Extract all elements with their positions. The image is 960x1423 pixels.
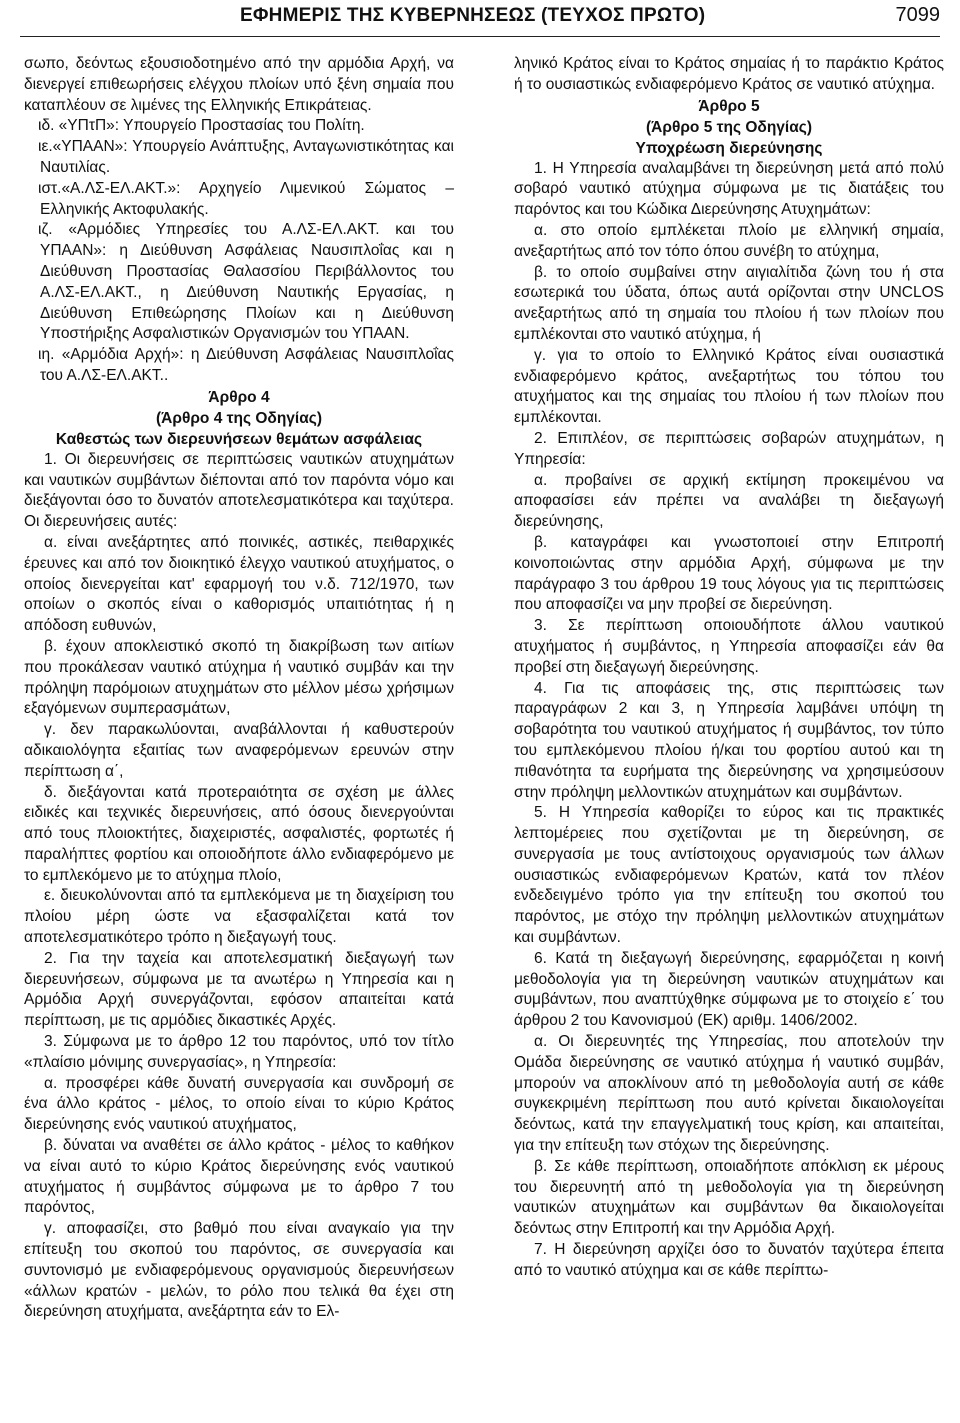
left-column <box>24 54 454 1323</box>
paragraph: α. προβαίνει σε αρχική εκτίμηση προκειμένου να αποφασίσει εάν πρέπει να αναλάβει τη διεξαγωγή διερεύνησης, <box>514 471 944 531</box>
paragraph: β. Σε κάθε περίπτωση, οποιαδήποτε απόκλιση εκ μέρους του διερευνητή από τη μεθοδολογία για τη διερεύνηση ναυτικών ατυχημάτων και συμβάντων θα δικαιολογείται δεόντως στην Επιτροπή και την Αρμόδια Αρχή. <box>514 1157 944 1238</box>
paragraph: δ. διεξάγονται κατά προτεραιότητα σε σχέση με άλλες ειδικές και τεχνικές διερευνήσεις, από όσους διενεργούνται από τους πλοιοκτήτες, διαχειριστές, ασφαλιστές, φορτωτές ή παραλήπτες φορτίου και οποιοδήποτε άλλο ενδιαφερόμενο με το εμπλεκόμενο με το ατύχημα πλοίο, <box>24 783 454 884</box>
paragraph: β. το οποίο συμβαίνει στην αιγιαλίτιδα ζώνη του ή στα εσωτερικά του ύδατα, όπως αυτά ορίζονται στην UNCLOS ανεξαρτήτως από τη σημαία του πλοίου ή των πλοίων που εμπλέκονται στο ναυτικό ατύχημα, ή <box>514 263 944 343</box>
paragraph: 1. Η Υπηρεσία αναλαμβάνει τη διερεύνηση μετά από πολύ σοβαρό ναυτικό ατύχημα σύμφωνα με τις διατάξεις του παρόντος και του Κώδικα Διερεύνησης Ατυχημάτων: <box>514 159 944 219</box>
article-4-reference: (Άρθρο 4 της Οδηγίας) <box>156 409 322 427</box>
paragraph: α. προσφέρει κάθε δυνατή συνεργασία και συνδρομή σε ένα άλλο κράτος - μέλος, το οποίο είναι το κύριο Κράτος διερεύνησης ενός ναυτικού ατυχήματος, <box>24 1074 454 1134</box>
article-5-number: Άρθρο 5 <box>698 97 760 115</box>
paragraph: 4. Για τις αποφάσεις της, στις περιπτώσεις των παραγράφων 2 και 3, η Υπηρεσία λαμβάνει υπόψη τη σοβαρότητα του ναυτικού ατυχήματος ή συμβάντος, τον τύπο του εμπλεκόμενου πλοίου ή/και του φορτίου αυτού και τη πιθανότητα τα ευρήματα της διερεύνησης να χρησιμεύσουν στην πρόληψη μελλοντικών ατυχημάτων και συμβάντων. <box>514 679 944 801</box>
paragraph: ληνικό Κράτος είναι το Κράτος σημαίας ή το παράκτιο Κράτος ή το ουσιαστικώς ενδιαφερόμενο Κράτος σε ναυτικό ατύχημα. <box>514 55 944 93</box>
paragraph: β. δύναται να αναθέτει σε άλλο κράτος - μέλος το καθήκον να είναι αυτό το κύριο Κράτος διερεύνησης ενός ναυτικού ατυχήματος ή συμβάντος σύμφωνα με το άρθρο 7 του παρόντος, <box>24 1137 454 1217</box>
paragraph: α. στο οποίο εμπλέκεται πλοίο με ελληνική σημαία, ανεξαρτήτως από τον τόπο όπου συνέβη το ατύχημα, <box>514 221 944 260</box>
paragraph: 3. Σύμφωνα με το άρθρο 12 του παρόντος, υπό τον τίτλο «πλαίσιο μόνιμης συνεργασίας», η Υπηρεσία: <box>24 1033 454 1071</box>
paragraph: γ. για το οποίο το Ελληνικό Κράτος είναι ουσιαστικά ενδιαφερόμενο κράτος, ανεξαρτήτως του τόπου του ατυχήματος και της σημαίας του πλοίου ή των πλοίων που εμπλέκονται. <box>514 346 944 427</box>
gazette-title: ΕΦΗΜΕΡΙΣ ΤΗΣ ΚΥΒΕΡΝΗΣΕΩΣ (ΤΕΥΧΟΣ ΠΡΩΤΟ) <box>240 5 706 26</box>
paragraph: α. Οι διερευνητές της Υπηρεσίας, που αποτελούν την Ομάδα διερεύνησης σε ναυτικό ατύχημα ή ναυτικό συμβάν, μπορούν να αποκλίνουν από τη μεθοδολογία αυτή σε κάθε συγκεκριμένη περίπτωση που αυτό κρίνεται δικαιολογείται δεόντως, κατά την επαγγελματική τους κρίση, και απαιτείται, για την επίτευξη των στόχων της διερεύνησης. <box>514 1033 944 1155</box>
definition-item: ιη. «Αρμόδια Αρχή»: η Διεύθυνση Ασφάλειας Ναυσιπλοΐας του Α.ΛΣ-ΕΛ.ΑΚΤ.. <box>38 346 454 384</box>
article-5-reference: (Άρθρο 5 της Οδηγίας) <box>646 118 812 136</box>
paragraph: γ. δεν παρακωλύονται, αναβάλλονται ή καθυστερούν αδικαιολόγητα εξαιτίας των αναφερόμενων ερευνών στην περίπτωση α΄, <box>24 721 454 780</box>
paragraph: 2. Για την ταχεία και αποτελεσματική διεξαγωγή των διερευνήσεων, σύμφωνα με τα ανωτέρω η Υπηρεσία και η Αρμόδια Αρχή συνεργάζονται, εφόσον απαιτείται κατά περίπτωση, με τις αρμόδιες δικαστικές Αρχές. <box>24 949 454 1030</box>
paragraph: 1. Οι διερευνήσεις σε περιπτώσεις ναυτικών ατυχημάτων και ναυτικών συμβάντων διέπονται από τον παρόντα νόμο και διεξάγονται όσο το δυνατόν αποτελεσματικότερα και ταχύτερα. Οι διερευνήσεις αυτές: <box>24 450 454 531</box>
paragraph: ε. διευκολύνονται από τα εμπλεκόμενα με τη διαχείριση του πλοίου μέρη ώστε να εξασφαλίζεται κατά τον αποτελεσματικότερο τρόπο η διεξαγωγή τους. <box>24 887 454 947</box>
paragraph: 3. Σε περίπτωση οποιουδήποτε άλλου ναυτικού ατυχήματος ή συμβάντος, η Υπηρεσία αποφασίζει εάν θα προβεί στη διεξαγωγή διερεύνησης. <box>514 617 944 676</box>
definition-item: ιστ.«Α.ΛΣ-ΕΛ.ΑΚΤ.»: Αρχηγείο Λιμενικού Σώματος – Ελληνικής Ακτοφυλακής. <box>38 179 454 218</box>
paragraph: β. καταγράφει και γνωστοποιεί στην Επιτροπή κοινοποιώντας στην αρμόδια Αρχή, σύμφωνα με την παράγραφο 3 του άρθρου 19 τους λόγους για τις περιπτώσεις που αποφασίζει να μην προβεί σε διερεύνηση. <box>514 533 944 614</box>
definition-item: ιδ. «ΥΠτΠ»: Υπουργείο Προστασίας του Πολίτη. <box>38 117 365 135</box>
article-4-heading: Καθεστώς των διερευνήσεων θεμάτων ασφάλειας <box>55 430 423 448</box>
definition-item: ιζ. «Αρμόδιες Υπηρεσίες του Α.ΛΣ-ΕΛ.ΑΚΤ. και του ΥΠΑΑΝ»: η Διεύθυνση Ασφάλειας Ναυσιπλοΐας και η Διεύθυνση Προστασίας Θαλασσίου Περιβάλλοντος του Α.ΛΣ-ΕΛ.ΑΚΤ., η Διεύθυνση Ναυτικής Εργασίας, η Διεύθυνση Επιθεώρησης Πλοίων και η Διεύθυνση Υποστήριξης Ασφαλιστικών Οργανισμών του ΥΠΑΑΝ. <box>38 221 454 343</box>
page-header <box>20 0 940 37</box>
paragraph: 5. Η Υπηρεσία καθορίζει το εύρος και τις πρακτικές λεπτομέρειες που σχετίζονται με τη διερεύνηση, σε συνεργασία με τους αντίστοιχους οργανισμούς των άλλων ουσιαστικώς ενδιαφερόμενων Κρατών, κατά τον πλέον ενδεδειγμένο τρόπο για την επίτευξη του σκοπού του παρόντος, με στόχο την πρόληψη μελλοντικών ατυχημάτων και συμβάντων. <box>514 804 944 947</box>
paragraph: 2. Επιπλέον, σε περιπτώσεις σοβαρών ατυχημάτων, η Υπηρεσία: <box>514 429 944 468</box>
definition-item: ιε.«ΥΠΑΑΝ»: Υπουργείο Ανάπτυξης, Ανταγωνιστικότητας και Ναυτιλίας. <box>38 138 454 176</box>
paragraph: α. είναι ανεξάρτητες από ποινικές, αστικές, πειθαρχικές έρευνες και από τον διοικητικό έλεγχο ναυτικού ατυχήματος, ο οποίος διενεργείται κατ' εφαρμογή του ν.δ. 712/1970, των οποίων ο σκοπός είναι ο καθορισμός υπαιτιότητας ή η απόδοση ευθυνών, <box>24 533 454 635</box>
right-column <box>514 54 944 1282</box>
article-5-heading: Υποχρέωση διερεύνησης <box>635 139 823 157</box>
paragraph: σωπο, δεόντως εξουσιοδοτημένο από την αρμόδια Αρχή, να διενεργεί επιθεωρήσεις ελέγχου πλοίων υπό ξένη σημαία που καταπλέουν σε λιμένες της Ελληνικής Επικράτειας. <box>24 55 454 114</box>
paragraph: 6. Κατά τη διεξαγωγή διερεύνησης, εφαρμόζεται η κοινή μεθοδολογία για τη διερεύνηση ναυτικών ατυχημάτων και συμβάντων, που αναπτύχθηκε σύμφωνα με το στοιχείο ε΄ του άρθρου 2 του Κανονισμού (ΕΚ) αριθμ. 1406/2002. <box>514 949 944 1030</box>
article-4-number: Άρθρο 4 <box>208 388 270 406</box>
paragraph: γ. αποφασίζει, στο βαθμό που είναι αναγκαίο για την επίτευξη του σκοπού του παρόντος, σε συνεργασία και συντονισμό με ενδιαφερόμενους οργανισμούς διερευνήσεων «άλλων κρατών - μελών, το ρόλο που τελικά θα έχει στη διερεύνηση ατυχήματα, ανεξάρτητα εάν το Ελ- <box>24 1220 454 1321</box>
page-number: 7099 <box>895 4 940 26</box>
paragraph: 7. Η διερεύνηση αρχίζει όσο το δυνατόν ταχύτερα έπειτα από το ναυτικό ατύχημα και σε κάθε περίπτω- <box>514 1241 944 1279</box>
paragraph: β. έχουν αποκλειστικό σκοπό τη διακρίβωση των αιτίων που προκάλεσαν ναυτικό ατύχημα ή ναυτικό συμβάν και την πρόληψη παρόμοιων ατυχημάτων στο μέλλον μέσω χρήσιμων εξαγόμενων συμπερασμάτων, <box>24 637 454 718</box>
